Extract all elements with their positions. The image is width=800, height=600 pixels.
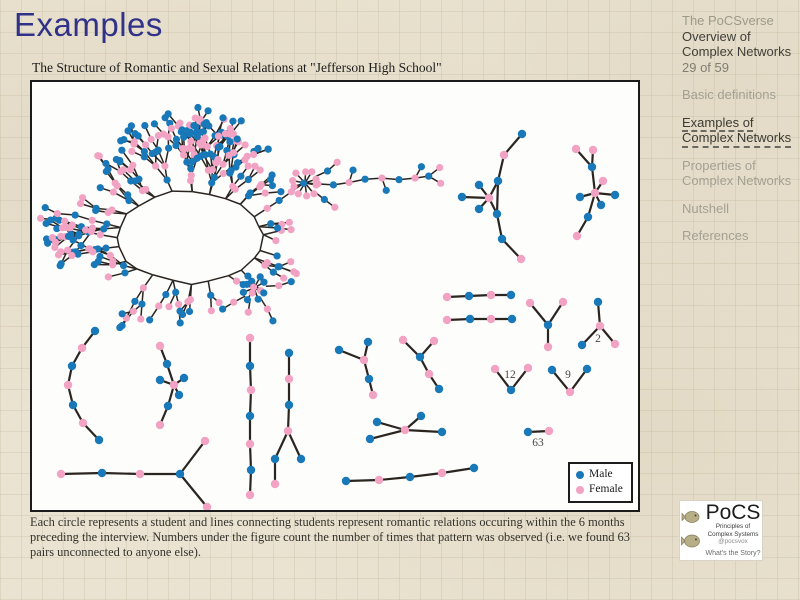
network-figure — [30, 80, 640, 512]
slide-counter: 29 of 59 — [682, 59, 729, 75]
logo-tagline: What's the Story? — [705, 550, 761, 557]
pocs-logo — [679, 500, 763, 561]
figure-legend — [568, 462, 633, 503]
male-dot-icon — [576, 471, 584, 479]
legend-female-label: Female — [589, 483, 623, 495]
logo-line1: Principles of — [715, 523, 751, 530]
logo-line2: Complex Systems — [707, 530, 759, 538]
sidebar-item-nutshell[interactable]: Nutshell — [682, 200, 729, 216]
female-dot-icon — [576, 486, 584, 494]
page-title: Examples — [14, 6, 163, 43]
svg-text:9: 9 — [565, 369, 571, 381]
legend-male-label: Male — [589, 468, 613, 480]
sidebar-item-basic-definitions[interactable]: Basic definitions — [682, 87, 776, 102]
logo-name: PoCS — [705, 501, 761, 524]
svg-text:12: 12 — [504, 369, 516, 381]
sidebar-nav — [682, 13, 794, 244]
sidebar-item-examples[interactable]: Examples of Complex Networks — [682, 114, 792, 145]
figure-caption: Each circle represents a student and lines connecting students represent romantic relations occuring within the 6 months preceding the interview. Numbers under the figure count the number of times that pattern was observed (i.e. we found 63 pairs unconnected to anyone else). — [30, 515, 630, 560]
logo-handle: @pocsvox — [718, 538, 748, 545]
sidebar-item-properties[interactable]: Properties of Complex Networks — [682, 157, 792, 188]
sidebar-item-references[interactable]: References — [682, 228, 749, 243]
pocsverse-label: The PoCSverse — [682, 13, 774, 28]
deck-title[interactable]: Overview of Complex Networks — [682, 28, 792, 59]
svg-text:63: 63 — [532, 437, 544, 449]
fish-icon — [680, 501, 704, 560]
figure-title: The Structure of Romantic and Sexual Relations at "Jefferson High School" — [32, 60, 442, 75]
romantic-network-graph — [32, 82, 638, 510]
svg-text:2: 2 — [595, 333, 601, 345]
